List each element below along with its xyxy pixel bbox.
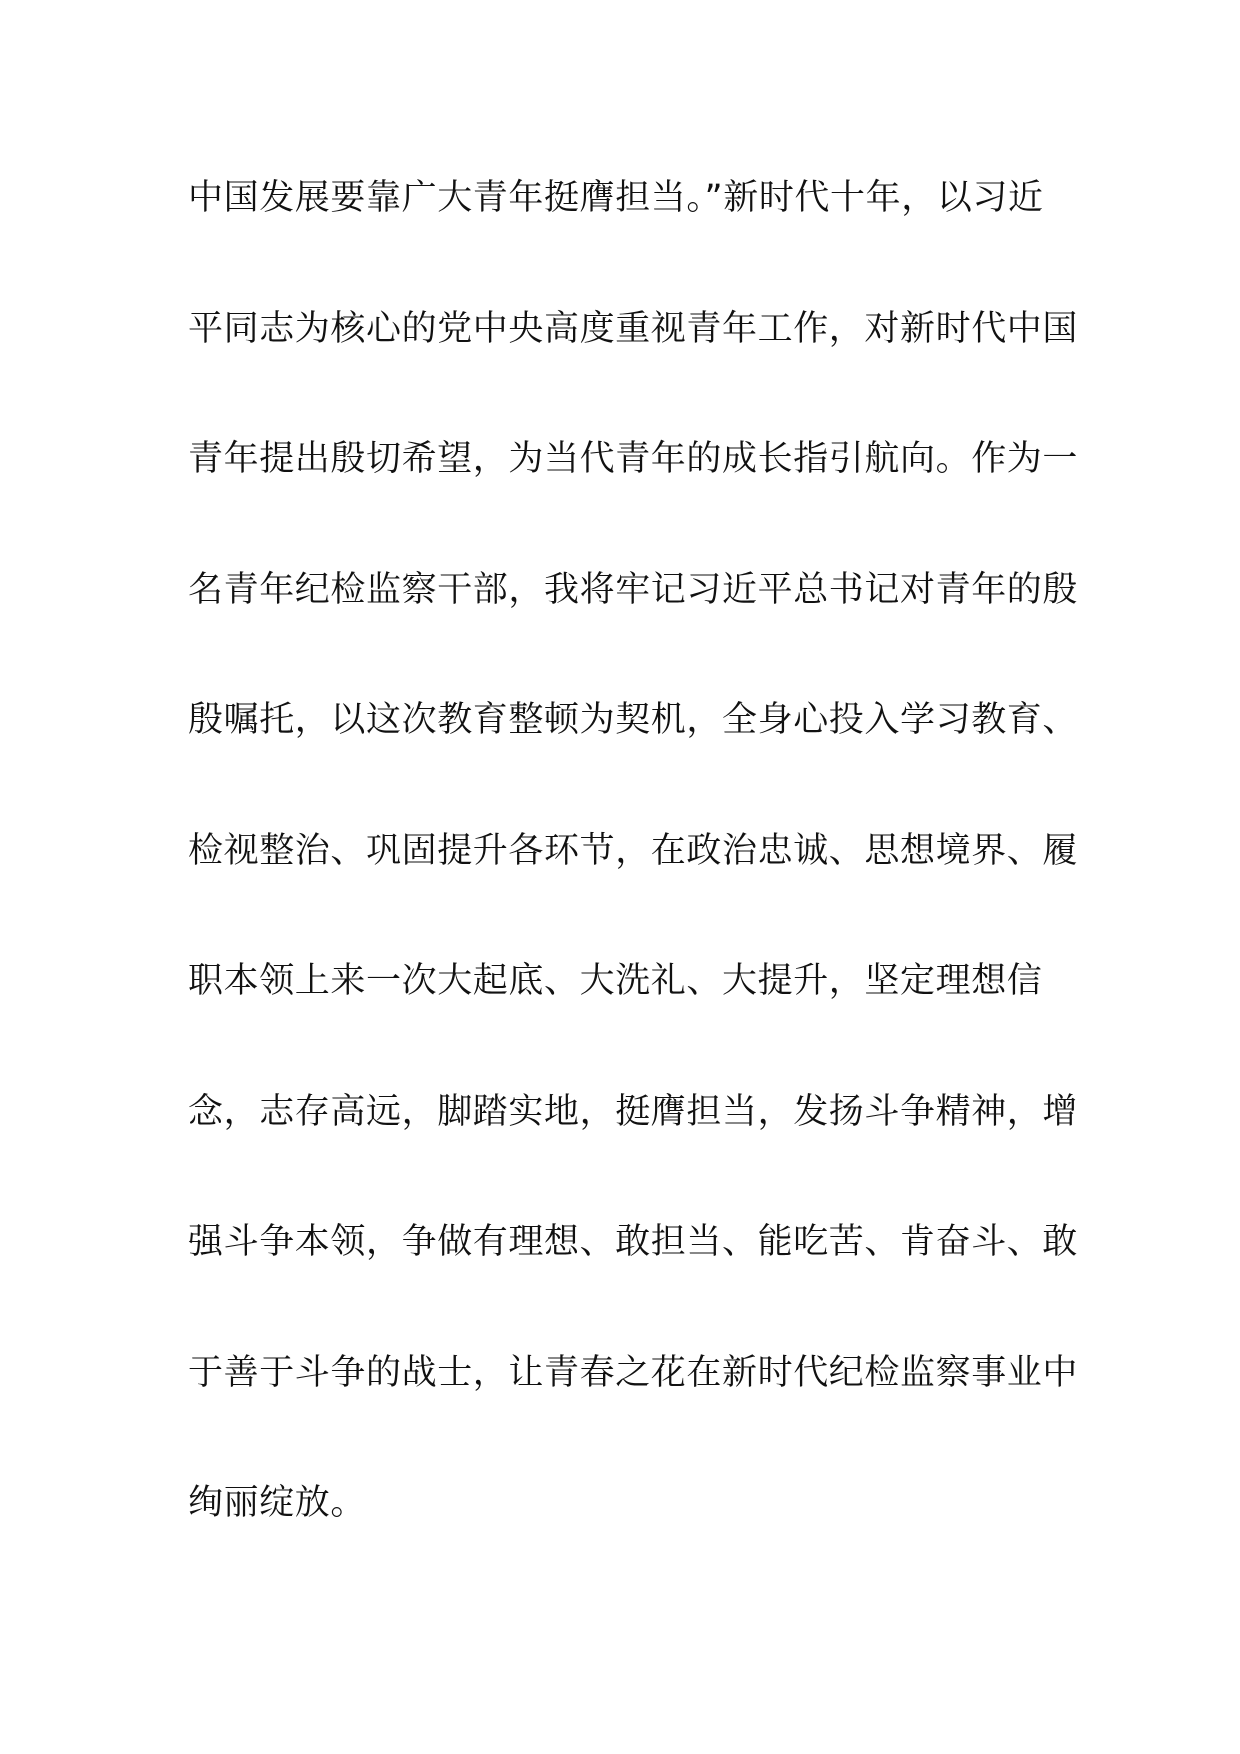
paragraph-line: 青年提出殷切希望，为当代青年的成长指引航向。作为一 xyxy=(188,439,1079,479)
body-paragraph xyxy=(188,168,1079,1604)
paragraph-line: 检视整治、巩固提升各环节，在政治忠诚、思想境界、履 xyxy=(188,830,1079,871)
paragraph-line: 平同志为核心的党中央高度重视青年工作，对新时代中国 xyxy=(188,308,1079,349)
paragraph-line: 绚丽绽放。 xyxy=(188,1483,367,1523)
paragraph-line: 念，志存高远，脚踏实地，挺膺担当，发扬斗争精神，增 xyxy=(188,1091,1079,1132)
paragraph-line: 殷嘱托，以这次教育整顿为契机，全身心投入学习教育、 xyxy=(188,700,1079,740)
paragraph-line: 名青年纪检监察干部，我将牢记习近平总书记对青年的殷 xyxy=(188,569,1079,610)
paragraph-line: 强斗争本领，争做有理想、敢担当、能吃苦、肯奋斗、敢 xyxy=(188,1222,1079,1262)
paragraph-line: 职本领上来一次大起底、大洗礼、大提升，坚定理想信 xyxy=(188,961,1043,1001)
paragraph-line: 于善于斗争的战士，让青春之花在新时代纪检监察事业中 xyxy=(188,1352,1079,1393)
paragraph-line: 中国发展要靠广大青年挺膺担当。”新时代十年，以习近 xyxy=(188,178,1044,218)
